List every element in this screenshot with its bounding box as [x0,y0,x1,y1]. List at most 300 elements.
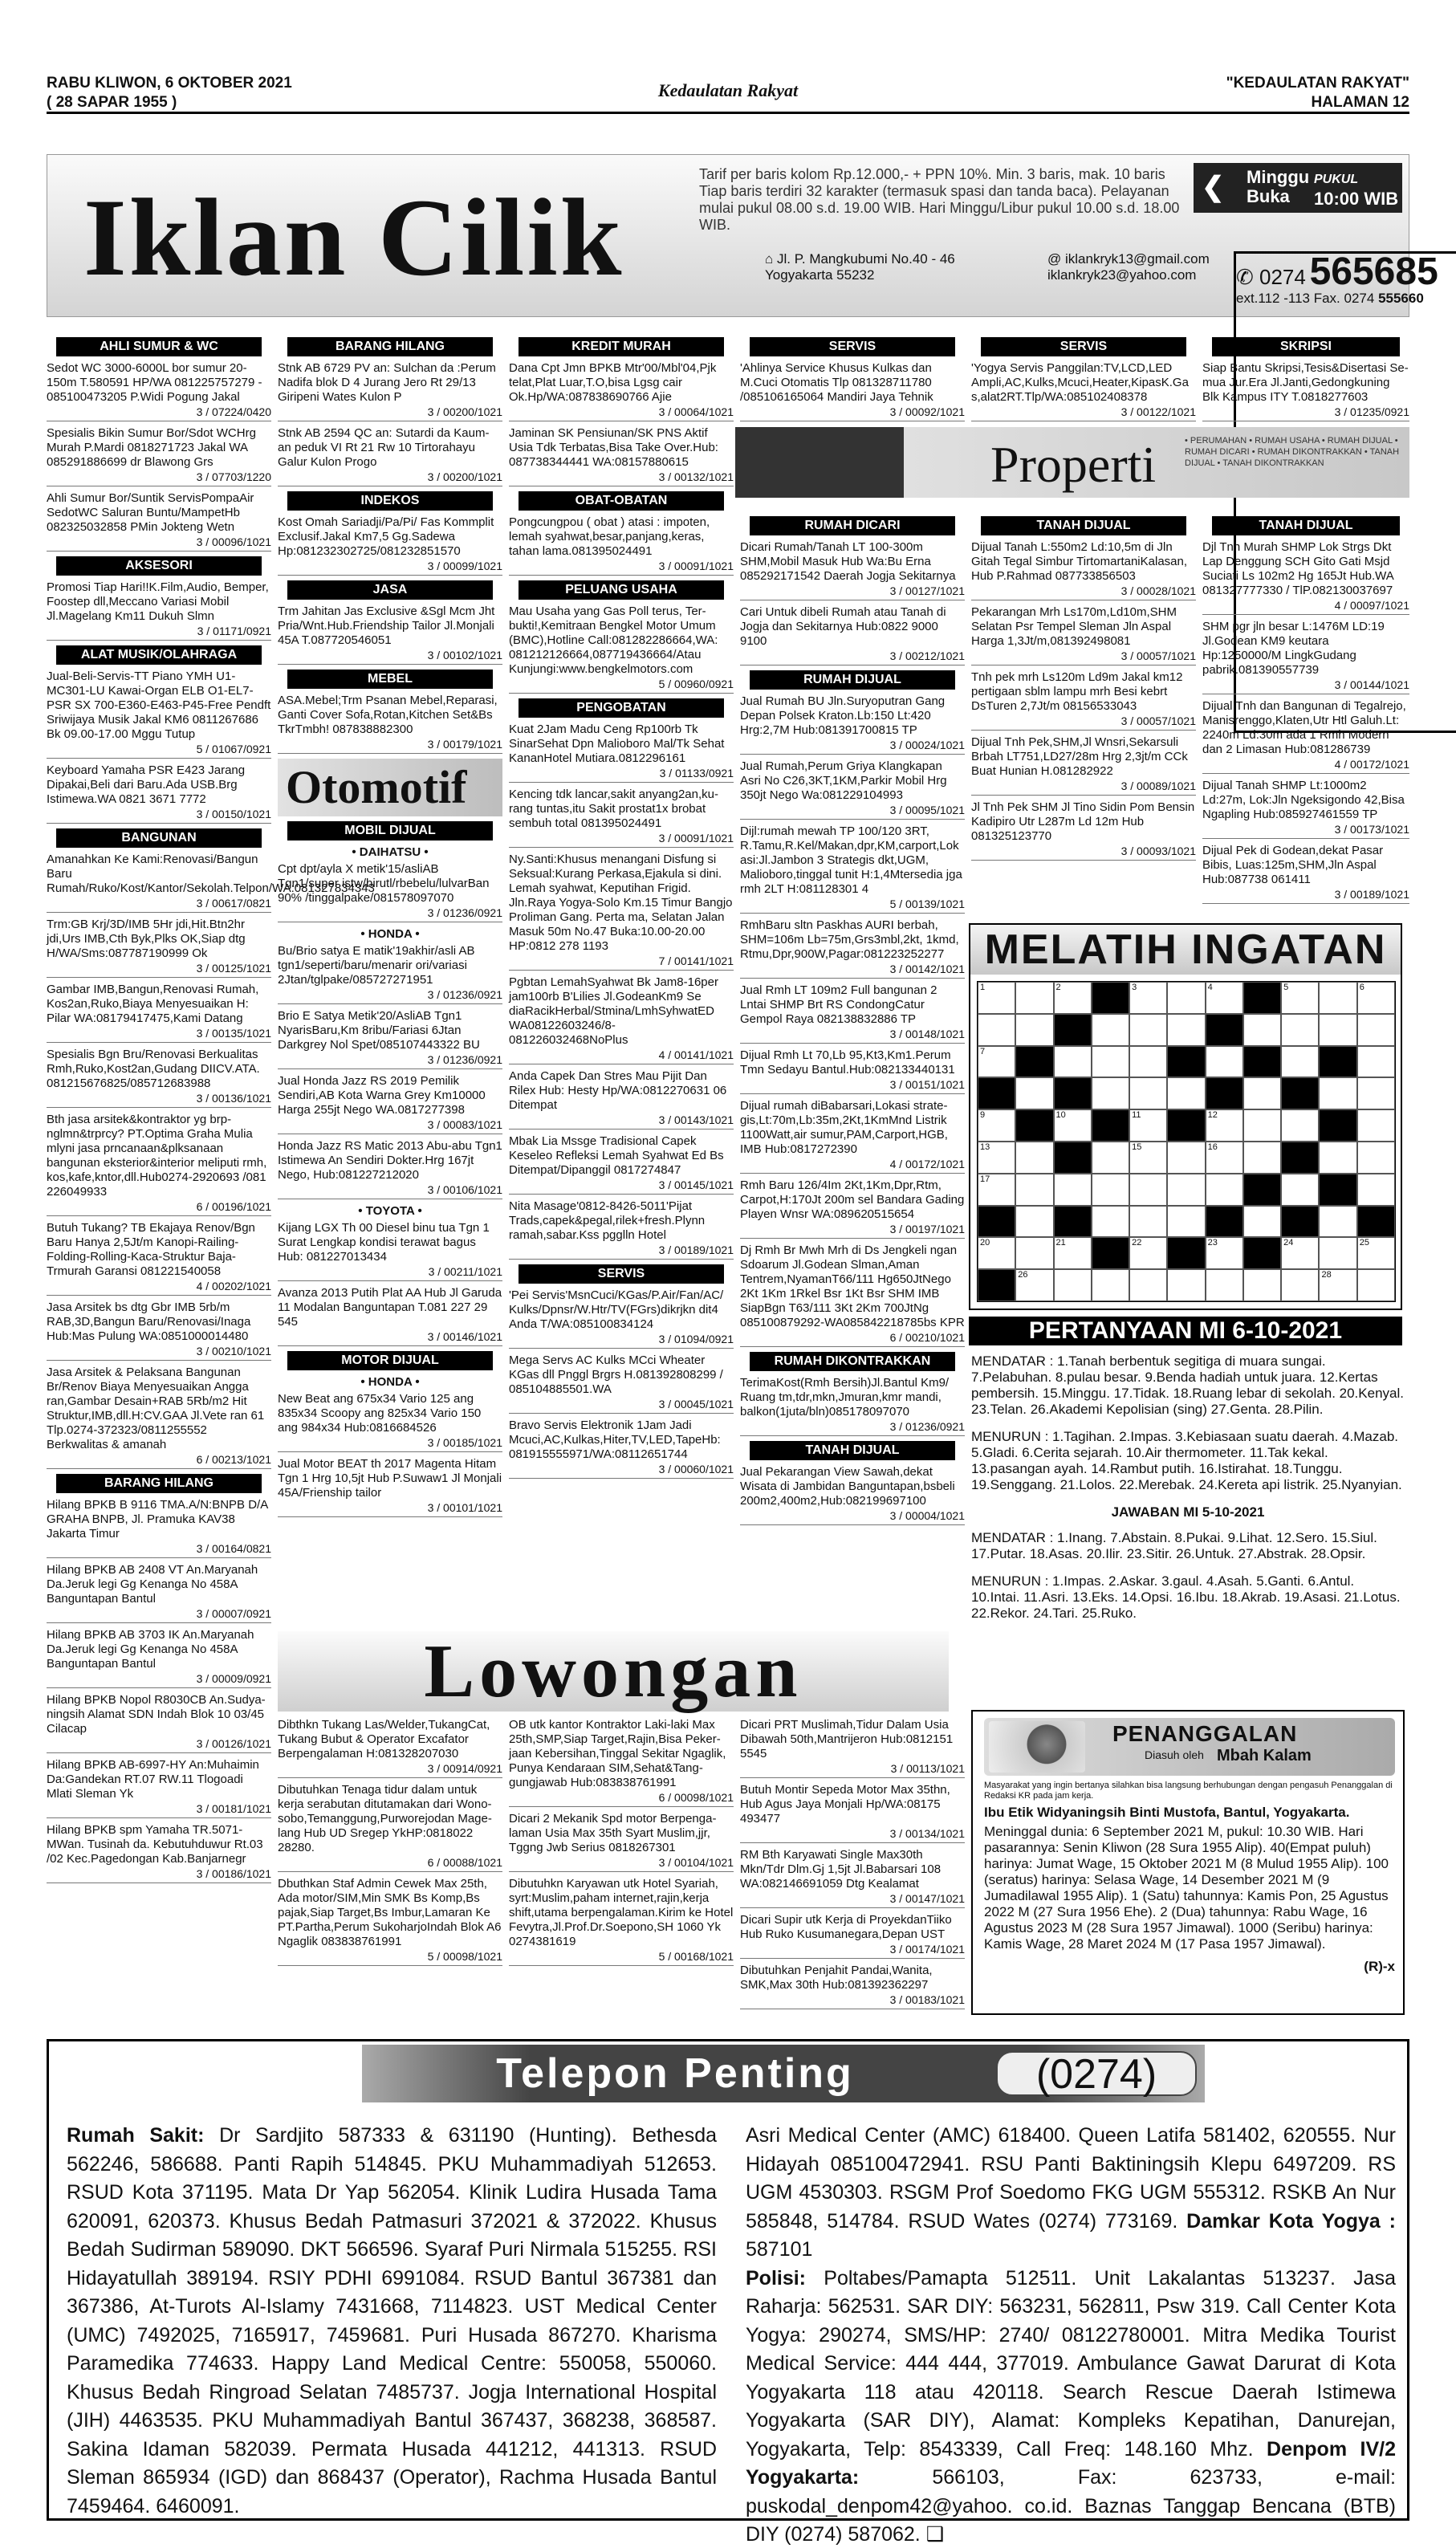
ad-text: Trm Jahitan Jas Exclusive &Sgl Mcm Jht Pria/Wnt.Hub.Friendship Tailor Jl.Monjali 45A T.087720546051 [278,604,495,647]
crossword-cell [1357,1269,1395,1301]
ad-text: Jaminan SK Pensiunan/SK PNS Aktif Usia Tdk Terbatas,Bisa Take Over.Hub: 087738344441 WA:08157880615 [509,426,718,469]
ad-code: 7 / 00141/1021 [658,954,734,967]
ad-text: OB utk kantor Kontraktor Laki-laki Max 25th,SMP,Siap Target,Rajin,Bisa Peker-jaan Kebersihan,Tinggal Sekitar Ngaglik, Punya Kendaraan SIM,Sehat&Tang-gungjawab Hub:083838761991 [509,1718,726,1789]
crossword-cell [978,982,1015,1014]
job-ad [278,1718,502,1778]
ad-code: 3 / 01133/0921 [659,767,734,779]
penanggalan-head: Ibu Etik Widyaningsih Binti Mustofa, Bantul, Yogyakarta. [984,1805,1350,1820]
ad-text: Jl Tnh Pek SHM Jl Tino Sidin Pom Bensin Kadipiro Utr L287m Ld 12m Hub 081325123770 [971,800,1195,843]
arrow-icon: ❮ [1202,172,1225,202]
sunday-time: PUKUL 10:00 WIB [1314,173,1399,209]
classified-ad [509,1199,734,1260]
ad-text: Cpt dpt/ayla X metik'15/asliAB Tgn1/super istw/birutl/rbebelu/lulvarBan 90% /tinggalpake/081578097070 [278,862,490,905]
crossword-cell [1092,1109,1129,1142]
classified-ad [47,491,271,552]
ad-text: TerimaKost(Rmh Bersih)Jl.Bantul Km9/ Ruang tm,tdr,mkn,Jmuran,kmr mandi, balkon(1juta/bln)085178097070 [740,1376,950,1418]
cell-number: 28 [1321,1270,1332,1280]
page-number: HALAMAN 12 [1311,94,1409,111]
classified-ad [509,1069,734,1130]
lowongan-col-1 [278,1718,502,1971]
classified-ad [278,1139,502,1199]
crossword-cell [1092,1269,1129,1301]
crossword-cell [978,1142,1015,1174]
penanggalan-by: Diasuh oleh [1145,1748,1204,1761]
masthead: Kedaulatan Rakyat [657,80,799,100]
classified-ad [1202,361,1409,421]
ad-text: ASA.Mebel;Trm Psanan Mebel,Reparasi, Ganti Cover Sofa,Rotan,Kitchen Set&Bs TkrTmbh! 087838882300 [278,694,498,736]
crossword-cell [1054,982,1092,1014]
crossword-cell [978,1046,1015,1078]
ad-text: Jual Rmh LT 109m2 Full bangunan 2 Lntai SHMP Brt RS CondongCatur Gempol Raya 082138832886 TP [740,983,937,1026]
classified-ad [509,722,734,783]
clues-down: MENURUN : 1.Tagihan. 2.Impas. 3.Kebiasaan suatu daerah. 4.Mazab. 5.Gladi. 6.Cerita sejarah. 10.Air thermometer. 11.Tak kekal. 13.pasangan ayah. 14.Rambut putih. 16.Istirahat. 18.Tunggu. 19.Senggang. 21.Lolos. 22.Merebak. 24.Kereta api listrik. 25.Nyanyian. [971,1429,1402,1492]
classified-ad [509,853,734,971]
classified-ad [47,1498,271,1558]
email: @ iklankryk13@gmail.com iklankryk23@yahoo.com [1047,251,1210,283]
classified-ad [47,763,271,824]
ad-code: 3 / 00174/1021 [889,1943,965,1956]
lowongan-col-3 [740,1718,965,2014]
column-6 [1202,337,1409,909]
crossword-cell [1092,1046,1129,1078]
crossword-title: MELATIH INGATAN [970,925,1401,975]
classified-ad [740,361,965,421]
classified-ad [509,1353,734,1414]
ad-text: Dijual Rmh Lt 70,Lb 95,Kt3,Km1.Perum Tmn Sedayu Bantul.Hub:082133440131 [740,1048,955,1077]
cell-number: 11 [1132,1110,1141,1121]
classified-ad [278,1457,502,1517]
classified-ad [47,361,271,421]
ad-text: Jasa Arsitek & Pelaksana Bangunan Br/Renov Biaya Menyesuaikan Angga ran,Gambar Desain+RAB 5Rb/m2 Hit Struktur,IMB,dll.H:CV.GAA Jl.Vete ran 61 Tlp.0274-372323/0811255552 Berkwalitas & amanah [47,1366,265,1451]
classified-ad [47,1758,271,1818]
lowongan-col-2 [509,1718,734,1971]
crossword-cell [1243,1237,1281,1269]
classified-ad [278,927,502,941]
section-header: JASA [287,580,493,600]
job-ad [740,1718,965,1778]
ad-code: 3 / 00914/0921 [427,1762,502,1775]
telepon-banner [362,2045,1205,2102]
ad-text: Pekarangan Mrh Ls170m,Ld10m,SHM Selatan Psr Tempel Sleman Jln Aspal Harga 1,3Jt/m,081392498081 [971,605,1177,648]
classified-ad [47,1366,271,1469]
classified-ad [740,1178,965,1239]
ad-code: 3 / 00145/1021 [658,1178,734,1191]
job-ad [278,1783,502,1872]
ad-code: 3 / 01236/0921 [427,906,502,919]
crossword-cell [1129,1046,1167,1078]
ad-code: 3 / 01171/0921 [197,625,271,637]
job-ad [740,1964,965,2009]
ad-text: Jual Motor BEAT th 2017 Magenta Hitam Tgn 1 Hrg 10,5jt Hub P.Suwaw1 Jl Monjali 45A/Frienship tailor [278,1457,502,1500]
denpom-list: 566103, Fax: 623733, e-mail: puskodal_denpom42@yahoo. co.id. Baznas Tanggap Bencana (BTB) DIY (0274) 587062. [746,2466,1396,2546]
ad-code: 3 / 01094/0921 [658,1333,734,1345]
crossword-cell [1206,1142,1243,1174]
ad-code: 3 / 00095/1021 [889,804,965,816]
ad-code: 3 / 00113/1021 [890,1762,965,1775]
ad-text: Amanahkan Ke Kami:Renovasi/Bangun Baru Rumah/Ruko/Kost/Kantor/Sekolah.Telpon/WA:081327834343 [47,853,375,895]
crossword-cell [1092,1174,1129,1206]
classified-ad [278,361,502,421]
penanggalan-box [971,1710,1405,2015]
ad-code: 5 / 00960/0921 [658,678,734,690]
crossword-cell [1015,1109,1053,1142]
ad-text: Pongcungpou ( obat ) atasi : impoten, lemah syahwat,besar,panjang,keras, tahan lama.081395024491 [509,515,710,558]
crossword-cell [1015,1206,1053,1238]
crossword-cell [1243,1269,1281,1301]
ad-code: 3 / 00185/1021 [427,1436,502,1449]
ad-text: Honda Jazz RS Matic 2013 Abu-abu Tgn1 Istimewa An Sendiri Dokter.Hrg 167jt Nego, Hub:081227212020 [278,1139,502,1182]
ad-code: 3 / 00126/1021 [196,1737,271,1750]
rs-list: Dr Sardjito 587333 & 631190 (Hunting). Bethesda 562246, 586688. Panti Rapih 514845. PKU Muhammadiyah 512653. RSUD Kota 371195. Mata Dr Yap 562054. Klinik Ludira Husada Tama 620091, 620373. Khusus Bedah Patmasuri 372021 & 372022. Khusus Bedah Sudirman 589090. DKT 566596. Syaraf Puri Nirmala 515255. RSI Hidayatullah 389194. RSIY PDHI 6991084. RSUD Bantul 367381 dan 367386, At-Turots Al-Islamy 7431668, 7114823. UST Medical Center (UMC) 7492025, 7165917, 7459681. Puri Husada 867270. Kharisma Paramedika 774633. Happy Land Medical Centre: 550058, 550060. Khusus Bedah Ringroad Selatan 7485737. Jogja International Hospital (JIH) 4463535. PKU Muhammadiyah Bantul 367437, 368238, 368587. Sakina Idaman 582039. Permata Husada 441212, 441313. RSUD Sleman 865934 (IGD) dan 868437 (Operator), Rachma Husada Bantul 7459464. 6460091. [67,2124,717,2517]
crossword-cell [1054,1046,1092,1078]
ad-text: Tnh pek mrh Ls120m Ld9m Jakal km12 pertigaan sblm lampu mrh Besi kebrt DsTuren 2,7Jt/m 08156533043 [971,670,1183,713]
ad-code: 3 / 00148/1021 [889,1028,965,1040]
crossword-cell [1243,1174,1281,1206]
crossword-cell [1281,1269,1319,1301]
column-1 [47,337,375,1888]
ad-text: Dana Cpt Jmn BPKB Mtr'00/Mbl'04,Pjk telat,Plat Luar,T.O,bisa Lgsg cair Ok.Hp/WA:087838690766 Ajie [509,361,717,404]
page-header [47,74,1409,114]
ad-text: Anda Capek Dan Stres Mau Pijit Dan Rilex Hub: Hesty Hp/WA:0812270631 06 Ditempat [509,1069,727,1112]
crossword-cell [1357,1077,1395,1109]
cell-number: 23 [1207,1238,1218,1248]
classified-ad [1202,620,1409,694]
ad-text: Dicari Rumah/Tanah LT 100-300m SHM,Mobil Masuk Hub Wa:Bu Erna 085292171542 Daerah Jogja Sekitarnya [740,540,956,583]
ad-text: Jual Rumah BU Jln.Suryoputran Gang Depan Polsek Kraton.Lb:150 Lt:420 Hrg:2,7M Hub:081391700815 TP [740,694,946,737]
classified-ad [971,735,1196,796]
classified-ad [509,1134,734,1195]
header-left [47,74,292,112]
crossword-cell [978,1237,1015,1269]
ad-code: 4 / 00097/1021 [1334,599,1409,612]
ad-code: 6 / 00213/1021 [196,1453,271,1466]
cell-number: 3 [1132,983,1137,992]
ad-code: 3 / 00104/1021 [658,1856,734,1869]
classified-ad [278,1375,502,1389]
cell-number: 15 [1132,1142,1142,1152]
ad-code: 3 / 00151/1021 [889,1078,965,1091]
classified-ad [740,759,965,820]
telepon-column-1 [67,2122,717,2521]
ad-text: Cari Untuk dibeli Rumah atau Tanah di Jogja dan Sekitarnya Hub:0822 9000 9100 [740,605,946,648]
ad-code: 3 / 00096/1021 [196,535,271,548]
ad-code: 3 / 00173/1021 [1334,823,1409,836]
ad-code: 3 / 00099/1021 [427,560,502,572]
phone-icon: ✆ [1236,265,1260,289]
ad-code: 3 / 00057/1021 [1120,649,1196,662]
crossword-cell [1281,1142,1319,1174]
cell-number: 4 [1207,983,1213,992]
ad-code: 3 / 00102/1021 [427,649,502,661]
classified-ad [740,1376,965,1436]
section-header: OBAT-OBATAN [519,491,724,511]
classified-ad [1202,699,1409,774]
crossword-cell [1357,1046,1395,1078]
section-header: TANAH DIJUAL [750,1441,955,1460]
ad-text: Rmh Baru 126/4Im 2Kt,1Km,Dpr,Rtm, Carpot,H:170Jt 200m sel Bandara Gading Playen Wnsr WA:089620515654 [740,1178,965,1221]
section-header: SERVIS [981,337,1186,356]
classified-ad [971,540,1196,600]
ad-text: Dibutuhkan Tenaga tidur dalam untuk kerja serabutan ditutamakan dari Wono-sobo,Temanggung,Purworejodan Mage-lang Hub UD Sregep YkHP:0818022 28280. [278,1783,492,1854]
ad-code: 3 / 00150/1021 [196,808,271,820]
ad-text: Dibutuhkn Karyawan utk Hotel Syariah, syrt:Muslim,paham internet,rajin,kerja shift,utama berpengalaman.Kirim ke Hotel Fevytra,Jl.Prof.Dr.Soepono,SH 1060 Yk 0274381619 [509,1877,734,1948]
ad-text: Jual Pekarangan View Sawah,dekat Wisata di Jambidan Banguntapan,bsbeli 200m2,400m2,Hub:082199697100 [740,1465,955,1508]
crossword-cell [1015,1077,1053,1109]
section-header: RUMAH DIJUAL [750,670,955,690]
polisi-label: Polisi: [746,2266,807,2290]
classified-ad [509,975,734,1064]
ad-code: 3 / 00125/1021 [196,962,271,975]
crossword-cell [1319,1109,1356,1142]
ad-text: Stnk AB 6729 PV an: Sulchan da :Perum Nadifa blok D 4 Jurang Jero Rt 29/13 Giripeni Wates Kulon P [278,361,496,404]
ad-code: 3 / 00144/1021 [1334,678,1409,691]
crossword-cell [1129,1237,1167,1269]
crossword-cell [978,1174,1015,1206]
properti-banner [735,427,1409,498]
ad-text: Mbak Lia Mssge Tradisional Capek Keseleo Refleksi Lemah Syahwat Ed Bs Ditempat/Dipanggil 0817274847 [509,1134,724,1177]
penanggalan-text: Meninggal dunia: 6 September 2021 M, pukul: 10.30 WIB. Hari pasarannya: Senin Kliwon (28 Sura 1955 Alip). 40(Empat puluh) harinya: Jumat Wage, 15 Oktober 2021 M (8 Mulud 1955 Alip). 100 (seratus) harinya: Selasa Wage, 14 Desember 2021 M (9 Jumadilawal 1955 Alip). 1 (Satu) tahunnya: Kamis Pon, 25 Agustus 2022 M (27 Sura 1956 Ehe). 2 (Dua) tahunnya: Rabu Wage, 16 Agustus 2023 M (28 Sura 1957 Jimawal). 1000 (Seribu) harinya: Kamis Wage, 28 Maret 2024 M (17 Pasa 1957 Jimawal). [984,1824,1389,1952]
section-header: BANGUNAN [56,828,262,848]
crossword-cell [1206,1237,1243,1269]
classified-ad [47,426,271,486]
denpom-label: Denpom IV/2 Yogyakarta: [746,2437,1396,2489]
penanggalan-banner [984,1718,1395,1776]
ad-code: 6 / 00210/1021 [889,1331,965,1344]
banner-title: Iklan Cilik [83,176,624,299]
cell-number: 9 [980,1110,986,1121]
crossword-cell [978,1014,1015,1046]
properti-list: • PERUMAHAN • RUMAH USAHA • RUMAH DIJUAL • RUMAH DICARI • RUMAH DIKONTRAKKAN • TANAH DIJUAL • TANAH DIKONTRAKKAN [1185,436,1400,468]
ad-code: 4 / 00202/1021 [196,1280,271,1292]
crossword-cell [1281,1237,1319,1269]
crossword-cell [1357,1014,1395,1046]
header-rule [47,112,1409,114]
phone: ✆ 0274 565685 ext.112 -113 Fax. 0274 555660 [1234,251,1456,733]
cell-number: 10 [1055,1110,1066,1121]
ad-code: 4 / 00141/1021 [658,1048,734,1061]
crossword-cell [1129,1077,1167,1109]
classified-ad [740,983,965,1044]
ad-code: 3 / 00135/1021 [196,1027,271,1040]
ad-code: 3 / 00164/0821 [196,1542,271,1555]
crossword-cell [1129,1109,1167,1142]
ad-text: SHM pgr jln besar L:1476M LD:19 Jl.Godean KM9 keutara Hp:1250000/M LingkGudang pabrik.081390557739 [1202,620,1385,677]
classified-ad [740,824,965,914]
ad-text: Hilang BPKB AB 2408 VT An.Maryanah Da.Jeruk legi Gg Kenanga No 458A Banguntapan Bantul [47,1563,258,1606]
classified-ad [509,604,734,694]
ad-text: Avanza 2013 Putih Plat AA Hub Jl Garuda 11 Modalan Banguntapan T.081 227 29 545 [278,1286,502,1329]
crossword-cell [1357,982,1395,1014]
classified-ad [509,788,734,848]
ad-text: • HONDA • [360,927,420,941]
classified-ad [47,1628,271,1688]
section-header: SERVIS [750,337,955,356]
crossword-cell [1015,1174,1053,1206]
classified-ad [278,1204,502,1218]
crossword-cell [1167,1206,1205,1238]
ad-text: Dijual Tanah L:550m2 Ld:10,5m di Jln Gitah Tegal Simbur TirtomartaniKalasan, Hub P.Rahmad 087733856503 [971,540,1188,583]
crossword-cell [1319,1206,1356,1238]
ad-text: Hilang BPKB AB-6997-HY An:Muhaimin Da:Gandekan RT.07 RW.11 Tlogoadi Mlati Sleman Yk [47,1758,259,1801]
crossword-cell [1206,1109,1243,1142]
section-header: PELUANG USAHA [519,580,724,600]
crossword-cell [1054,1109,1092,1142]
classified-ad [47,983,271,1043]
cell-number: 7 [980,1046,986,1056]
crossword-cell [1281,1077,1319,1109]
ad-text: RM Bth Karyawati Single Max30th Mkn/Tdr Dlm.Gj 1,5jt Jl.Babarsari 108 WA:082146691059 Dtg Kealamat [740,1848,942,1891]
rs-label: Rumah Sakit: [67,2124,205,2147]
classified-ad [278,845,502,859]
ad-code: 3 / 00147/1021 [889,1892,965,1905]
section-header: MEBEL [287,670,493,689]
classified-ad [47,1563,271,1623]
ad-text: Siap Bantu Skripsi,Tesis&Disertasi Se-mua Jur.Era Jl.Janti,Gedongkuning Blk Kampus ITY T.0818277603 [1202,361,1409,404]
cell-number: 25 [1359,1238,1369,1248]
section-header: INDEKOS [287,491,493,511]
penanggalan-body [984,1781,1395,1975]
crossword-cell [1167,982,1205,1014]
classified-ad [278,515,502,576]
crossword-cell [1357,1109,1395,1142]
cell-number: 2 [1055,983,1061,992]
classified-ad [278,862,502,922]
ad-code: 5 / 01067/0921 [196,743,271,755]
ad-code: 3 / 00211/1021 [428,1265,502,1278]
job-ad [509,1812,734,1872]
crossword-cell [1319,1077,1356,1109]
crossword-cell [1092,1206,1129,1238]
ad-code: 3 / 00045/1021 [658,1398,734,1410]
ad-text: • TOYOTA • [358,1204,422,1218]
crossword-cell [1243,1109,1281,1142]
crossword-cell [1015,1046,1053,1078]
ad-code: 3 / 00132/1021 [658,470,734,483]
ad-text: New Beat ang 675x34 Vario 125 ang 835x34 Scoopy ang 825x34 Vario 150 ang 984x34 Hub:0816684526 [278,1392,482,1435]
ad-text: Bu/Brio satya E matik'19akhir/asli AB tgn1/seperti/baru/menarir ori/variasi 2Jtan/tglpake/085727271951 [278,944,475,987]
classified-ad [47,1113,271,1216]
ad-text: Dijual Tnh dan Bangunan di Tegalrejo, Manisrenggo,Klaten,Utr Htl Galuh.Lt: 2240m Ld:30m ada 1 Rmh Modern dan 2 Limasan Hub:081286739 [1202,699,1406,756]
crossword-cell [1206,1046,1243,1078]
ad-text: Hilang BPKB Nopol R8030CB An.Sudya-ningsih Alamat SDN Indah Blok 10 03/45 Cilacap [47,1693,266,1736]
ad-text: Mega Servs AC Kulks MCci Wheater KGas dll Pnggl Brgrs H.081392808299 / 085104885501.WA [509,1353,723,1396]
ad-text: • DAIHATSU • [352,845,429,859]
ad-text: Promosi Tiap Hari!!K.Film,Audio, Bemper, Foostep dll,Meccano Variasi Mobil Jl.Magelang Km11 Dukuh Slmn [47,580,269,623]
crossword-cell [1054,1142,1092,1174]
cell-number: 20 [980,1238,990,1248]
telepon-column-2 [746,2122,1396,2548]
cell-number: 6 [1359,983,1364,992]
ad-code: 3 / 00179/1021 [427,738,502,751]
crossword-cell [1319,982,1356,1014]
ad-code: 3 / 00127/1021 [889,584,965,597]
ad-text: Kijang LGX Th 00 Diesel binu tua Tgn 1 Surat Lengkap kondisi terawat bagus Hub: 081227013434 [278,1221,490,1264]
job-ad [740,1783,965,1843]
classified-ad [1202,540,1409,615]
ad-text: Nita Masage'0812-8426-5011'Pijat Trads,capek&pegal,rilek+fresh.Plynn ramah,sabar.Kss pgglln Hotel [509,1199,706,1242]
classified-ad [740,1243,965,1347]
crossword-cell [1357,1206,1395,1238]
classified-ad [278,1221,502,1281]
crossword-cell [1281,1174,1319,1206]
classified-ad [278,1286,502,1346]
classified-ad [740,540,965,600]
ad-code: 4 / 00172/1021 [1334,758,1409,771]
ad-text: Kencing tdk lancar,sakit anyang2an,ku-rang tuntas,itu Sakit prostat1x brobat sembuh total 081395024491 [509,788,718,830]
ad-code: 3 / 00146/1021 [427,1330,502,1343]
ad-text: Dbuthkan Staf Admin Cewek Max 25th, Ada motor/SIM,Min SMK Bs Komp,Bs pajak,Siap Target,Bs Imbur,Lamaran Ke PT.Partha,Perum SukoharjoIndah Blok A6 Ngaglik 083838761991 [278,1877,502,1948]
classified-ad [740,918,965,979]
crossword-cell [1015,1014,1053,1046]
classified-ad [47,1823,271,1883]
ad-code: 3 / 00617/0821 [196,897,271,910]
ad-code: 3 / 00028/1021 [1120,584,1196,597]
ad-text: Bravo Servis Elektronik 1Jam Jadi Mcuci,AC,Kulkas,Hiter,TV,LED,TapeHb: 081915555971/WA:08112651744 [509,1418,721,1461]
ad-code: 3 / 00212/1021 [889,649,965,662]
crossword-cell [1167,1046,1205,1078]
answers-down: MENURUN : 1.Impas. 2.Askar. 3.gaul. 4.Asah. 5.Ganti. 6.Antul. 10.Intai. 11.Asri. 13.Eks. 14.Opsi. 16.Ibu. 18.Akrab. 19.Asasi. 21.Lotus. 22.Rekor. 24.Tari. 25.Ruko. [971,1573,1401,1621]
classified-ad [509,1288,734,1349]
section-header: BARANG HILANG [56,1474,262,1493]
crossword-cell [1319,1142,1356,1174]
ad-text: Dicari 2 Mekanik Spd motor Berpenga-laman Usia Max 35th Syart Muslim,jjr, Tggng Jwb Serius 0818267301 [509,1812,717,1854]
section-header: SERVIS [519,1264,724,1284]
ad-code: 3 / 01236/0921 [427,988,502,1001]
ad-code: 3 / 00064/1021 [658,405,734,418]
crossword-cell [1319,1014,1356,1046]
job-ad [509,1877,734,1966]
ad-text: Brio E Satya Metik'20/AsliAB Tgn1 NyarisBaru,Km 8ribu/Fariasi 6Jtan Darkgrey Nol Spet/085107443322 BU [278,1009,480,1052]
crossword-cell [1092,1237,1129,1269]
ad-code: 3 / 00092/1021 [889,405,965,418]
ad-text: Stnk AB 2594 QC an: Sutardi da Kaum-an peduk VI Rt 21 Rw 10 Tirtorahayu Galur Kulon Progo [278,426,490,469]
crossword-cell [1015,1269,1053,1301]
ad-code: 3 / 00136/1021 [196,1092,271,1105]
column-4 [740,337,965,1530]
crossword-cell [1319,1237,1356,1269]
ad-code: 3 / 00210/1021 [196,1345,271,1357]
ad-code: 3 / 00181/1021 [196,1802,271,1815]
ad-code: 3 / 00106/1021 [427,1183,502,1196]
ad-text: Dibutuhkan Penjahit Pandai,Wanita, SMK,Max 30th Hub:081392362297 [740,1964,933,1992]
crossword-cell [1206,1206,1243,1238]
crossword-cell [978,1109,1015,1142]
ad-code: 3 / 01236/0921 [427,1053,502,1066]
address: ⌂ Jl. P. Mangkubumi No.40 - 46 Yogyakarta 55232 [765,251,955,283]
crossword-cell [1281,1109,1319,1142]
section-header: TANAH DIJUAL [1212,516,1400,535]
ad-text: Djl Tnh Murah SHMP Lok Strgs Dkt Lap Denggung SCH Gito Gati Msjd Suciati Ls 102m2 Hg 165Jt Hub.WA 081327777330 / TlP.082130037697 [1202,540,1393,597]
classified-ad [278,1009,502,1069]
ad-code: 3 / 07224/0420 [196,405,271,418]
crossword-cell [1319,1046,1356,1078]
otomotif-banner: Otomotif [278,759,502,816]
section-header: KREDIT MURAH [519,337,724,356]
classified-ad [47,1693,271,1753]
tariff-info: Tarif per baris kolom Rp.12.000,- + PPN 10%. Min. 3 baris, mak. 10 baris Tiap baris terdiri 32 karakter (termasuk spasi dan tanda baca). Pelayanan mulai pukul 08.00 s.d. 19.00 WIB. Hari Minggu/Libur pukul 10.00 s.d. 18.00 WIB. [699,166,1180,233]
crossword-cell [1206,1269,1243,1301]
crossword-questions-title: PERTANYAAN MI 6-10-2021 [969,1317,1402,1345]
crossword-cell [978,1077,1015,1109]
iklan-cilik-banner [47,154,1438,317]
cell-number: 24 [1283,1238,1294,1248]
ad-text: 'Ahlinya Service Khusus Kulkas dan M.Cuci Otomatis Tlp 081328711780 /085106165064 Mandiri Jaya Tehnik [740,361,933,404]
crossword-cell [1054,1174,1092,1206]
crossword-cell [1092,982,1129,1014]
crossword-cell [1357,1142,1395,1174]
crossword-cell [1015,1237,1053,1269]
classified-ad [971,361,1196,421]
